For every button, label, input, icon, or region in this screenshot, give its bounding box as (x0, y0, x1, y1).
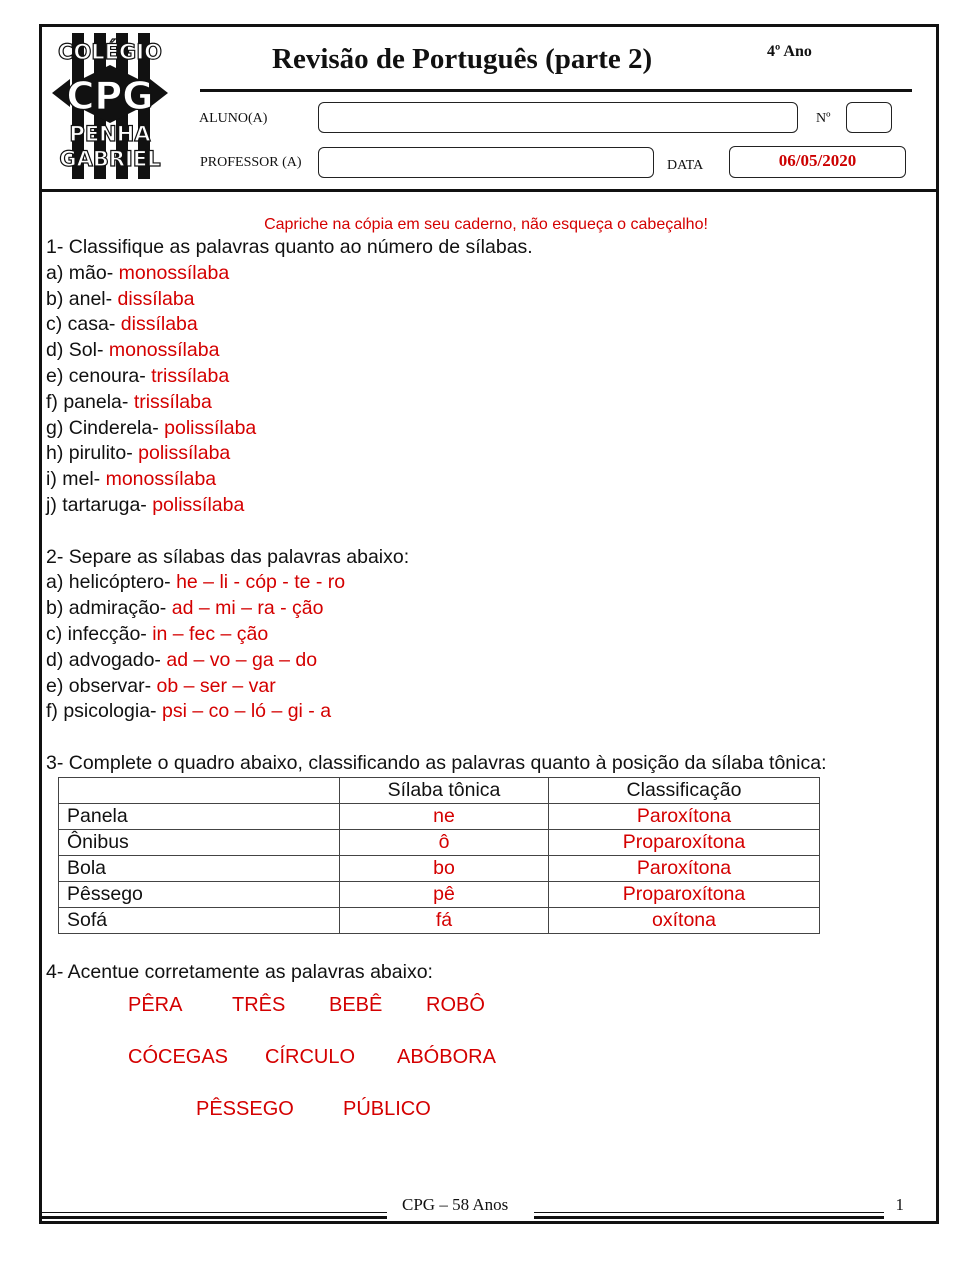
answer: ad – vo – ga – do (166, 648, 318, 671)
answer: trissílaba (151, 364, 230, 387)
question-4 (46, 960, 926, 1142)
svg-text:COLÉGIO: COLÉGIO (58, 40, 162, 64)
table-header-row (59, 777, 820, 803)
date-value: 06/05/2020 (778, 151, 857, 170)
answer: ad – mi – ra - ção (171, 597, 324, 620)
answer: he – li - cóp - te - ro (176, 571, 346, 594)
svg-text:CPG: CPG (66, 74, 154, 118)
answer: dissílaba (120, 313, 198, 336)
date-label: DATA (667, 158, 704, 173)
list-item: j) tartaruga- polissílaba (46, 493, 245, 516)
worksheet-content (46, 215, 926, 1141)
question-1 (46, 235, 926, 519)
date-field[interactable] (729, 146, 906, 178)
accent-word: ROBÔ (426, 994, 485, 1017)
table-header (59, 777, 340, 803)
list-item: i) mel- monossílaba (46, 468, 217, 491)
header-divider (42, 189, 936, 192)
list-item: b) anel- dissílaba (46, 287, 195, 310)
answer: ob – ser – var (156, 674, 276, 697)
answer: polissílaba (138, 442, 231, 465)
table-row: Bola bo Paroxítona (59, 855, 820, 881)
student-name-field[interactable] (318, 102, 798, 133)
accent-word: ABÓBORA (397, 1046, 496, 1069)
question-3-prompt: 3- Complete o quadro abaixo, classificando as palavras quanto à posição da sílaba tônica: (46, 751, 827, 774)
table-header: Classificação (549, 777, 820, 803)
worksheet-page (39, 24, 939, 1224)
number-label: Nº (816, 111, 831, 126)
accent-word: CÓCEGAS (128, 1046, 229, 1069)
instruction-note: Capriche na cópia em seu caderno, não esqueça o cabeçalho! (264, 216, 708, 233)
list-item: f) psicologia- psi – co – ló – gi - a (46, 700, 332, 723)
teacher-name-field[interactable] (318, 147, 654, 178)
answer: in – fec – ção (152, 622, 269, 645)
answer: trissílaba (133, 390, 212, 413)
answer: monossílaba (108, 339, 220, 362)
list-item: d) advogado- ad – vo – ga – do (46, 648, 318, 671)
accent-word: CÍRCULO (265, 1046, 356, 1069)
page-number: 1 (895, 1195, 904, 1214)
page-title: Revisão de Português (parte 2) (272, 43, 653, 75)
tonic-syllable-table (58, 777, 820, 934)
list-item: a) helicóptero- he – li - cóp - te - ro (46, 571, 346, 594)
list-item: c) infecção- in – fec – ção (46, 622, 269, 645)
accent-row-2 (46, 1037, 926, 1089)
accent-word: TRÊS (232, 994, 286, 1017)
answer: polissílaba (152, 493, 245, 516)
answer: dissílaba (117, 287, 195, 310)
table-row: Ônibus ô Proparoxítona (59, 829, 820, 855)
accent-word: PÊRA (128, 994, 183, 1017)
answer: polissílaba (164, 416, 257, 439)
accent-word: BEBÊ (329, 994, 383, 1017)
svg-text:PENHA: PENHA (69, 122, 151, 146)
question-1-prompt: 1- Classifique as palavras quanto ao número de sílabas. (46, 236, 533, 258)
question-4-prompt: 4- Acentue corretamente as palavras abaixo: (46, 960, 433, 983)
accent-word: PÚBLICO (343, 1098, 431, 1121)
question-2-prompt: 2- Separe as sílabas das palavras abaixo: (46, 545, 410, 568)
svg-text:GABRIEL: GABRIEL (59, 147, 161, 171)
teacher-label: PROFESSOR (A) (200, 155, 302, 170)
accent-row-1 (46, 985, 926, 1037)
title-divider (200, 89, 912, 92)
answer: monossílaba (105, 468, 217, 491)
list-item: b) admiração- ad – mi – ra - ção (46, 597, 324, 620)
student-label: ALUNO(A) (199, 111, 268, 126)
table-row: Panela ne Paroxítona (59, 803, 820, 829)
list-item: e) cenoura- trissílaba (46, 364, 230, 387)
answer: psi – co – ló – gi - a (161, 700, 332, 723)
school-logo (50, 31, 170, 181)
list-item: e) observar- ob – ser – var (46, 674, 276, 697)
footer-text: CPG – 58 Anos (402, 1195, 509, 1214)
table-row: Pêssego pê Proparoxítona (59, 881, 820, 907)
question-2 (46, 545, 926, 726)
accent-word: PÊSSEGO (196, 1098, 294, 1121)
list-item: f) panela- trissílaba (46, 390, 212, 413)
list-item: g) Cinderela- polissílaba (46, 416, 257, 439)
grade-label: 4º Ano (767, 43, 812, 60)
list-item: h) pirulito- polissílaba (46, 442, 231, 465)
answer: monossílaba (118, 261, 230, 284)
accent-row-3 (46, 1089, 926, 1141)
list-item: a) mão- monossílaba (46, 261, 230, 284)
page-footer (42, 1181, 936, 1221)
table-header: Sílaba tônica (340, 777, 549, 803)
student-number-field[interactable] (846, 102, 892, 133)
question-3 (46, 751, 926, 934)
list-item: d) Sol- monossílaba (46, 339, 220, 362)
table-row: Sofá fá oxítona (59, 907, 820, 933)
list-item: c) casa- dissílaba (46, 313, 198, 336)
